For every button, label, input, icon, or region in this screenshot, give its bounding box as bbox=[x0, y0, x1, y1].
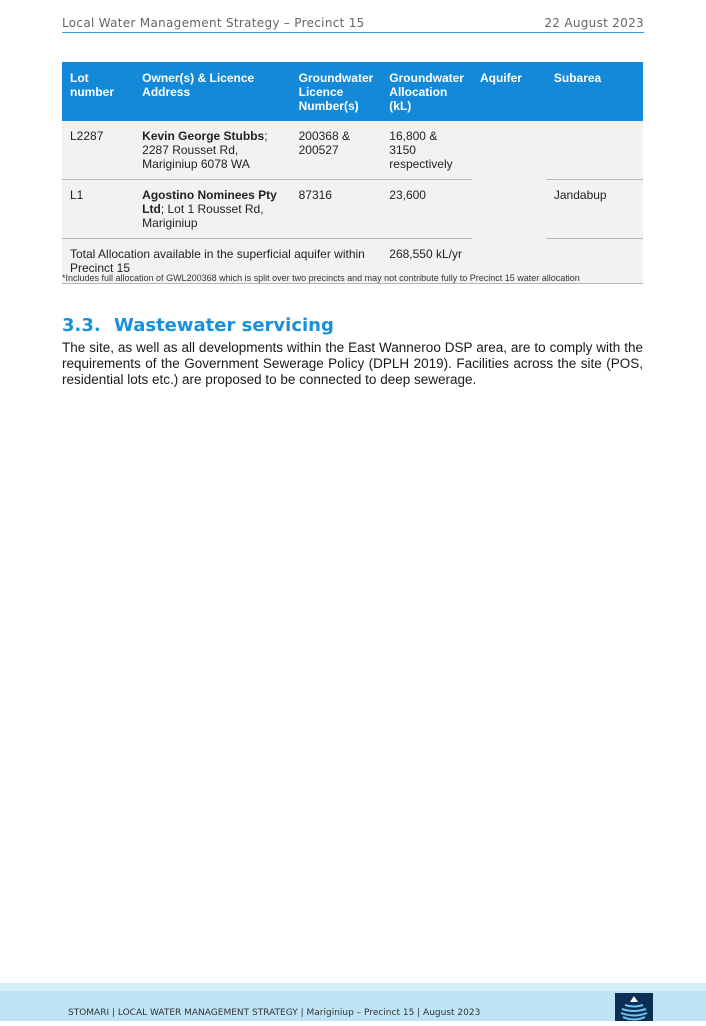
column-header-subarea: Subarea bbox=[546, 62, 643, 121]
cell-allocation: 23,600 bbox=[381, 180, 472, 239]
owner-address: ; 2287 Rousset Rd, Mariginiup 6078 WA bbox=[142, 129, 268, 171]
table-row bbox=[62, 180, 643, 239]
groundwater-table bbox=[62, 62, 643, 284]
column-header-lot: Lot number bbox=[62, 62, 134, 121]
section-number: 3.3. bbox=[62, 315, 101, 336]
header-date: 22 August 2023 bbox=[544, 16, 644, 30]
cell-licence: 87316 bbox=[291, 180, 382, 239]
owner-address: ; Lot 1 Rousset Rd, Mariginiup bbox=[142, 202, 264, 230]
table-row bbox=[62, 121, 643, 180]
section-title: Wastewater servicing bbox=[114, 315, 334, 336]
cell-allocation: 16,800 & 3150 respectively bbox=[381, 121, 472, 180]
section-heading bbox=[62, 315, 334, 336]
column-header-aquifer: Aquifer bbox=[472, 62, 546, 121]
page-header bbox=[62, 14, 644, 33]
footer-band-light bbox=[0, 983, 706, 991]
column-header-allocation: Groundwater Allocation (kL) bbox=[381, 62, 472, 121]
cell-aquifer bbox=[472, 121, 546, 239]
cell-subarea bbox=[546, 121, 643, 180]
table-header-row bbox=[62, 62, 643, 121]
cell-lot: L2287 bbox=[62, 121, 134, 180]
header-title: Local Water Management Strategy – Precinct 15 bbox=[62, 16, 365, 30]
column-header-licence: Groundwater Licence Number(s) bbox=[291, 62, 382, 121]
cell-owner bbox=[134, 180, 290, 239]
table-footnote: *Includes full allocation of GWL200368 which is split over two precincts and may not contribute fully to Precinct 15 water allocation bbox=[62, 273, 580, 283]
owner-name: Kevin George Stubbs bbox=[142, 129, 265, 143]
cell-subarea: Jandabup bbox=[546, 180, 643, 239]
owner-name: Agostino Nominees Pty Ltd bbox=[142, 188, 277, 216]
total-label: Total Allocation available in the superficial aquifer within Precinct 15 bbox=[62, 239, 381, 284]
total-value: 268,550 kL/yr bbox=[381, 239, 643, 284]
column-header-owner: Owner(s) & Licence Address bbox=[134, 62, 290, 121]
cell-owner bbox=[134, 121, 290, 180]
section-paragraph: The site, as well as all developments within the East Wanneroo DSP area, are to comply with the requirements of the Government Sewerage Policy (DPLH 2019). Facilities across the site (POS, residential lots etc.) are proposed to be connected to deep sewerage. bbox=[62, 340, 643, 387]
cell-lot: L1 bbox=[62, 180, 134, 239]
cell-licence: 200368 & 200527 bbox=[291, 121, 382, 180]
water-drop-logo-icon bbox=[615, 993, 653, 1021]
footer-text: STOMARI | LOCAL WATER MANAGEMENT STRATEGY | Mariginiup – Precinct 15 | August 2023 bbox=[68, 1008, 481, 1018]
